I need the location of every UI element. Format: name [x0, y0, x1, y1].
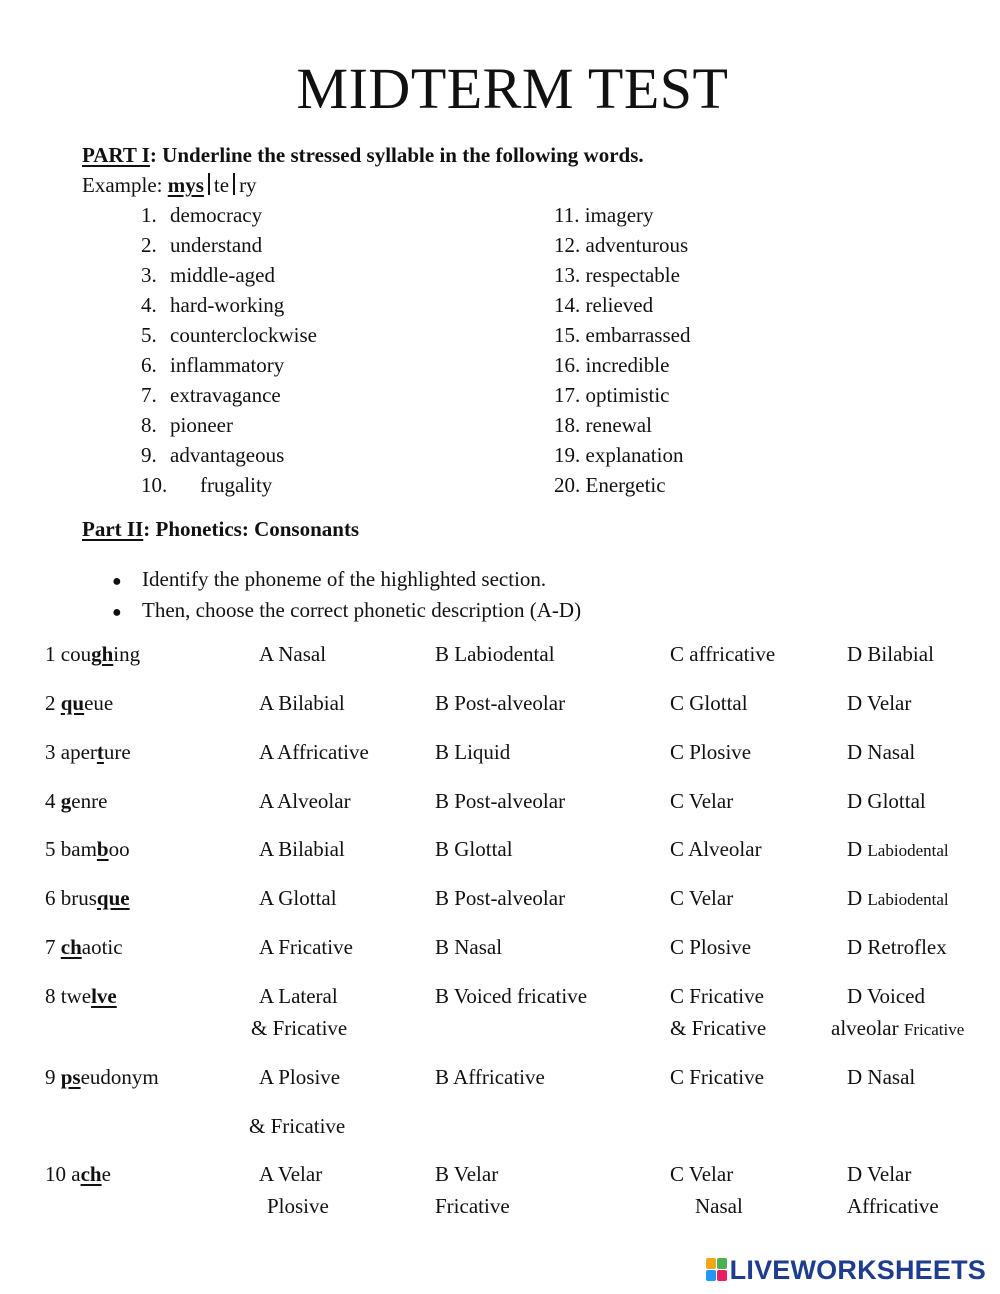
option-d-line2: Affricative: [847, 1194, 939, 1218]
option-b: B Post-alveolar: [435, 691, 566, 715]
part2-label: Part II: [82, 517, 144, 541]
option-d: D Nasal: [847, 1065, 916, 1089]
option-b-line2: Fricative: [435, 1194, 510, 1218]
question-word: 1 coughing: [45, 642, 141, 666]
option-d: D Retroflex: [847, 935, 947, 959]
option-d: D Velar: [847, 1162, 912, 1186]
option-d: D Nasal: [847, 740, 916, 764]
option-b: B Velar: [435, 1162, 499, 1186]
part1-instruction: : Underline the stressed syllable in the following words.: [149, 143, 644, 167]
list-item: 13. respectable: [554, 263, 680, 287]
option-d-line2: alveolar Fricative: [831, 1016, 965, 1040]
list-item: 3. middle-aged: [141, 263, 275, 287]
highlighted-section: g: [60, 789, 72, 813]
syllable-divider: [233, 173, 235, 195]
list-item: 20. Energetic: [554, 473, 666, 497]
option-d: D Labiodental: [847, 837, 949, 861]
list-item: 8. pioneer: [141, 413, 233, 437]
list-item: 10. frugality: [141, 473, 273, 497]
liveworksheets-logo[interactable]: [706, 1255, 986, 1285]
option-c-line2: Nasal: [695, 1194, 743, 1218]
option-b: B Post-alveolar: [435, 886, 566, 910]
option-a: A Alveolar: [259, 789, 351, 813]
list-item: 17. optimistic: [554, 383, 670, 407]
logo-icon: [706, 1258, 728, 1282]
option-a: A Lateral: [259, 984, 338, 1008]
question-word: 9 pseudonym: [45, 1065, 159, 1089]
option-d: D Glottal: [847, 789, 926, 813]
highlighted-section: gh: [91, 642, 114, 666]
option-c: C Velar: [670, 789, 734, 813]
option-c: C Fricative: [670, 1065, 764, 1089]
list-item: 16. incredible: [554, 353, 670, 377]
question-word: 5 bamboo: [45, 837, 130, 861]
option-c: C Velar: [670, 1162, 734, 1186]
option-c: C Plosive: [670, 740, 752, 764]
option-c: C affricative: [670, 642, 776, 666]
highlighted-section: lve: [91, 984, 117, 1008]
list-item: 14. relieved: [554, 293, 654, 317]
option-b: B Labiodental: [435, 642, 555, 666]
option-c: C Fricative: [670, 984, 764, 1008]
option-b: B Voiced fricative: [435, 984, 588, 1008]
highlighted-section: que: [96, 886, 130, 910]
option-a-line2: & Fricative: [249, 1114, 346, 1138]
example-syllable-3: ry: [239, 173, 257, 197]
list-item: 4. hard-working: [141, 293, 285, 317]
part1-heading: [82, 142, 644, 168]
option-c: C Velar: [670, 886, 734, 910]
question-word: 8 twelve: [45, 984, 117, 1008]
list-item: 18. renewal: [554, 413, 652, 437]
option-a: A Plosive: [259, 1065, 341, 1089]
option-a: A Glottal: [259, 886, 337, 910]
option-c-line2: & Fricative: [670, 1016, 767, 1040]
question-word: 4 genre: [45, 789, 108, 813]
highlighted-section: ch: [80, 1162, 102, 1186]
option-c: C Alveolar: [670, 837, 762, 861]
option-d: D Velar: [847, 691, 912, 715]
list-item: ● Identify the phoneme of the highlighted section.: [112, 566, 546, 595]
question-word: 3 aperture: [45, 740, 131, 764]
part1-label: PART I: [82, 143, 150, 167]
highlighted-section: ps: [60, 1065, 81, 1089]
list-item: 6. inflammatory: [141, 353, 285, 377]
option-a: A Fricative: [259, 935, 353, 959]
option-b: B Nasal: [435, 935, 503, 959]
part2-heading: [82, 516, 359, 542]
option-b: B Affricative: [435, 1065, 545, 1089]
option-b: B Liquid: [435, 740, 511, 764]
option-a-line2: & Fricative: [251, 1016, 348, 1040]
option-a: A Bilabial: [259, 691, 345, 715]
highlighted-section: t: [96, 740, 104, 764]
option-b: B Post-alveolar: [435, 789, 566, 813]
part1-example: [82, 172, 257, 198]
option-b: B Glottal: [435, 837, 513, 861]
part2-instruction: : Phonetics: Consonants: [143, 517, 360, 541]
syllable-divider: [208, 173, 210, 195]
highlighted-section: ch: [60, 935, 82, 959]
highlighted-section: qu: [60, 691, 85, 715]
list-item: 1. democracy: [141, 203, 263, 227]
list-item: 5. counterclockwise: [141, 323, 317, 347]
page-title: MIDTERM TEST: [296, 56, 729, 121]
highlighted-section: b: [96, 837, 109, 861]
bullet-icon: ●: [112, 573, 122, 590]
logo-text: LIVEWORKSHEETS: [729, 1254, 986, 1285]
list-item: 15. embarrassed: [554, 323, 691, 347]
option-c: C Glottal: [670, 691, 748, 715]
option-a-line2: Plosive: [267, 1194, 329, 1218]
list-item: 7. extravagance: [141, 383, 281, 407]
example-label: Example:: [82, 173, 168, 197]
option-d: D Bilabial: [847, 642, 934, 666]
example-syllable-2: te: [213, 173, 230, 197]
question-word: 7 chaotic: [45, 935, 123, 959]
question-word: 10 ache: [45, 1162, 111, 1186]
option-a: A Velar: [259, 1162, 323, 1186]
option-a: A Affricative: [259, 740, 369, 764]
question-word: 6 brusque: [45, 886, 130, 910]
list-item: 19. explanation: [554, 443, 684, 467]
example-stressed-syllable: mys: [167, 173, 204, 197]
list-item: 11. imagery: [554, 203, 654, 227]
option-a: A Nasal: [259, 642, 327, 666]
option-d: D Labiodental: [847, 886, 949, 910]
list-item: 9. advantageous: [141, 443, 285, 467]
bullet-icon: ●: [112, 604, 122, 621]
option-a: A Bilabial: [259, 837, 345, 861]
option-d: D Voiced: [847, 984, 925, 1008]
option-c: C Plosive: [670, 935, 752, 959]
list-item: 2. understand: [141, 233, 263, 257]
list-item: ● Then, choose the correct phonetic description (A-D): [112, 597, 581, 626]
list-item: 12. adventurous: [554, 233, 689, 257]
question-word: 2 queue: [45, 691, 114, 715]
